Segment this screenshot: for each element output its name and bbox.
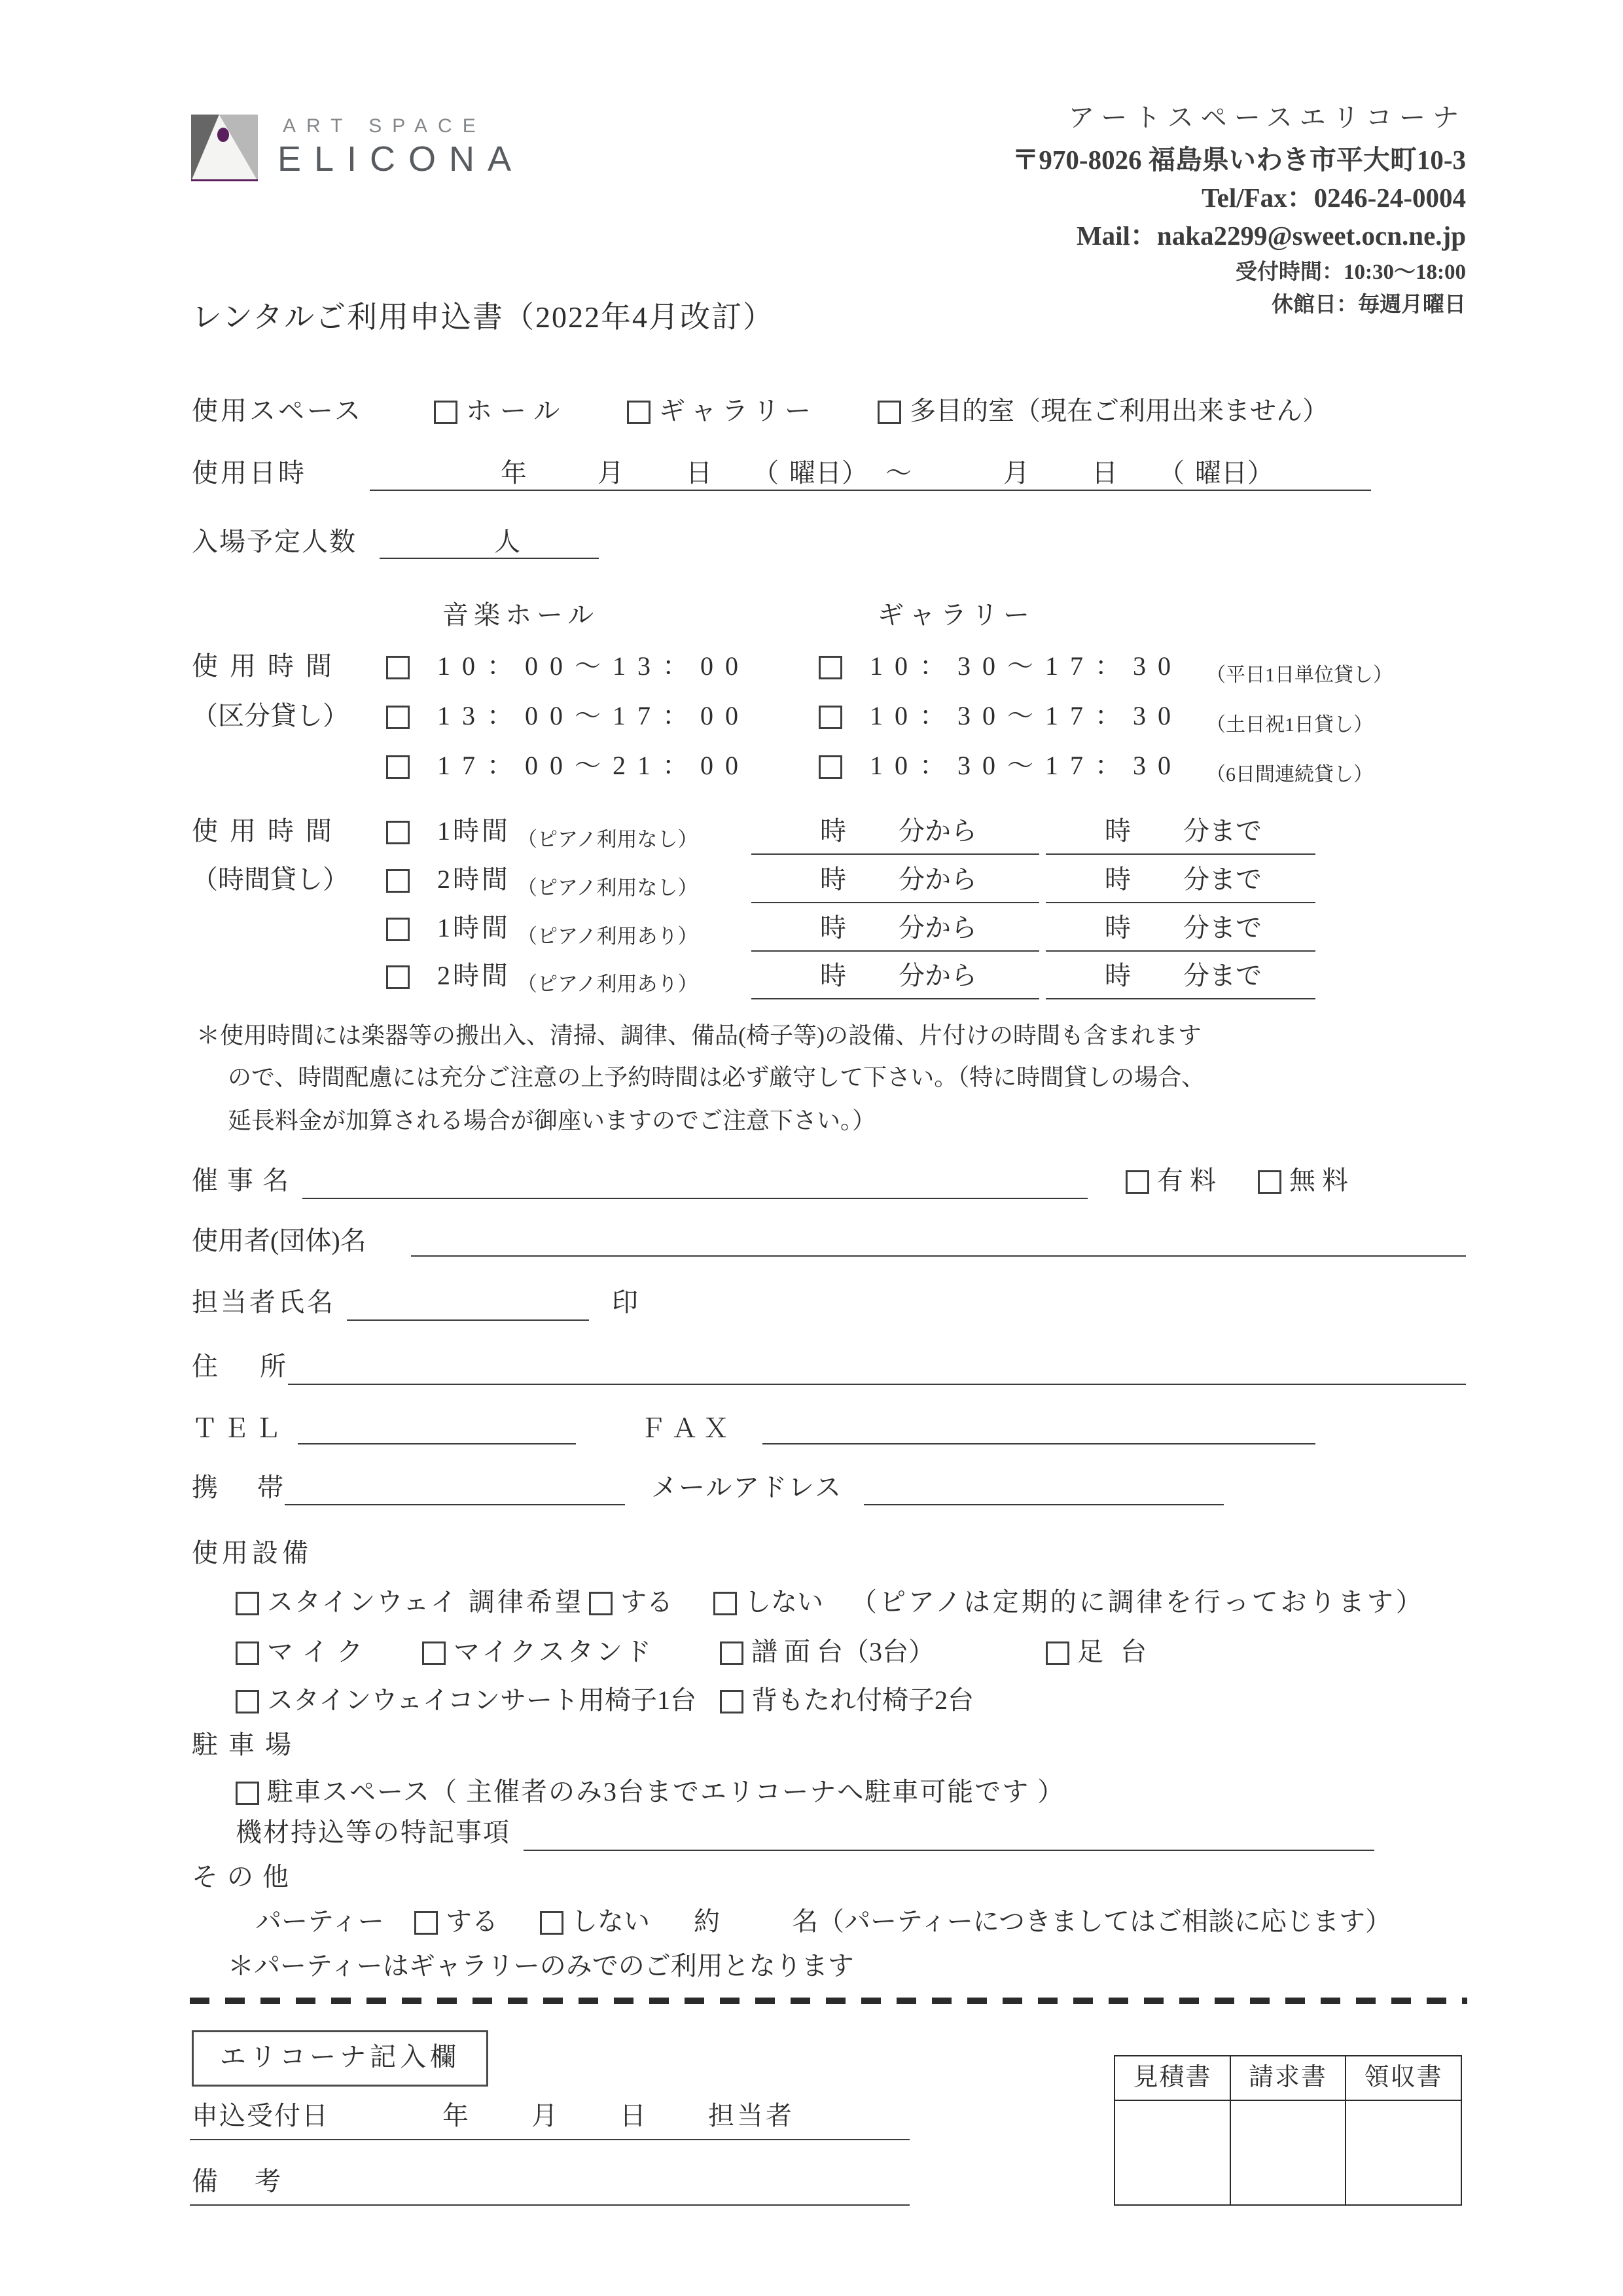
hourly-paren-4: （ピアノ利用あり） <box>517 973 698 996</box>
tuning-note: （ピアノは定期的に調律を行っております） <box>851 1587 1425 1617</box>
checkbox-hall-slot-2[interactable] <box>386 706 410 729</box>
hourly-paren-1: （ピアノ利用なし） <box>517 828 698 851</box>
option-gallery: ギャラリー <box>659 396 816 425</box>
equipment-label: 使用設備 <box>192 1538 312 1568</box>
manager-fill-line[interactable] <box>347 1319 589 1321</box>
hourly-to-3: 時 分まで <box>1105 913 1262 942</box>
special-notes-label: 機材持込等の特記事項 <box>236 1818 510 1847</box>
hourly-from-4: 時 分から <box>820 961 977 990</box>
mail-label: メールアドレス <box>651 1473 842 1502</box>
party-note: ＊パーティーはギャラリーのみでのご利用となります <box>228 1951 854 1981</box>
checkbox-party-no[interactable] <box>540 1911 563 1935</box>
hall-slot-3: 17：00～21：00 <box>437 751 750 780</box>
steinway-label: スタインウェイ <box>267 1587 458 1617</box>
tel-fill-line[interactable] <box>298 1443 576 1444</box>
date-part-weekday2: 曜日） <box>1195 458 1274 488</box>
back-chair-label: 背もたれ付椅子2台 <box>751 1685 974 1715</box>
tel-label: ＴＥＬ <box>192 1414 286 1443</box>
concert-chair-label: スタインウェイコンサート用椅子1台 <box>267 1685 696 1715</box>
mic-stand-label: マイクスタンド <box>454 1637 654 1666</box>
hall-slot-2: 13：00～17：00 <box>437 701 750 730</box>
office-use-box: エリコーナ記入欄 <box>192 2030 488 2087</box>
usage-time-label: 使用時間 <box>192 651 344 681</box>
form-title: レンタルご利用申込書（2022年4月改訂） <box>192 300 775 334</box>
user-label: 使用者(団体)名 <box>192 1226 366 1255</box>
hall-slot-1: 10：00～13：00 <box>437 651 750 681</box>
equipment-row-3 <box>0 1682 1623 1719</box>
user-row <box>0 1223 1623 1259</box>
hourly-label: 使用時間 <box>192 816 344 846</box>
contact-block <box>654 102 1466 319</box>
slot-row-3 <box>0 747 1623 784</box>
hourly-from-2: 時 分から <box>820 865 977 894</box>
apply-year-label: 年 <box>442 2101 469 2130</box>
hourly-to-1: 時 分まで <box>1105 816 1262 846</box>
gallery-slot-1: 10：30～17：30 <box>870 651 1183 681</box>
event-fill-line[interactable] <box>302 1198 1088 1199</box>
checkbox-hall-slot-3[interactable] <box>386 755 410 779</box>
checkbox-hourly-1[interactable] <box>386 821 410 844</box>
usage-space-label: 使用スペース <box>192 396 363 425</box>
hourly-main-1: 1時間 <box>437 816 510 846</box>
org-closed: 休館日：毎週月曜日 <box>1272 293 1466 317</box>
column-headers-row <box>0 597 1623 634</box>
option-multipurpose: 多目的室（現在ご利用出来ません） <box>910 396 1329 425</box>
checkbox-footstool[interactable] <box>1046 1641 1069 1665</box>
column-header-hall: 音楽ホール <box>442 600 599 630</box>
hourly-to-line-4[interactable] <box>1046 998 1315 999</box>
slot-row-2 <box>0 698 1623 734</box>
hourly-from-1: 時 分から <box>820 816 977 846</box>
logo-dot-icon <box>217 128 229 142</box>
checkbox-hall-slot-1[interactable] <box>386 656 410 679</box>
seal-label: 印 <box>612 1287 638 1317</box>
party-no-label: しない <box>571 1907 650 1936</box>
equipment-section <box>0 1535 1623 1571</box>
hourly-to-4: 時 分まで <box>1105 961 1262 990</box>
checkbox-tuning-no[interactable] <box>713 1592 737 1615</box>
usage-space-row <box>0 393 1623 429</box>
hourly-from-line-4[interactable] <box>751 998 1039 999</box>
hourly-from-line-3[interactable] <box>751 950 1039 952</box>
checkbox-back-chair[interactable] <box>720 1690 743 1713</box>
column-header-gallery: ギャラリー <box>878 600 1035 630</box>
manager-row <box>0 1284 1623 1321</box>
logo-triangle-icon <box>191 115 258 181</box>
hourly-to-line-2[interactable] <box>1046 902 1315 903</box>
address-row <box>0 1348 1623 1385</box>
hourly-to-line-3[interactable] <box>1046 950 1315 952</box>
visitors-row <box>0 524 1623 560</box>
party-yes-label: する <box>446 1907 498 1936</box>
checkbox-mic[interactable] <box>236 1641 259 1665</box>
parking-row <box>0 1774 1623 1810</box>
gallery-slot-2: 10：30～17：30 <box>870 701 1183 730</box>
parking-item-label: 駐車スペース（ 主催者のみ3台までエリコーナへ駐車可能です ） <box>267 1777 1065 1806</box>
tuning-label: 調律希望 <box>469 1587 584 1617</box>
date-part-paren2: （ <box>1158 458 1185 488</box>
checkbox-party-yes[interactable] <box>414 1911 438 1935</box>
address-label: 住 所 <box>192 1352 294 1381</box>
gallery-slot-3: 10：30～17：30 <box>870 751 1183 780</box>
hourly-row-1 <box>0 813 1623 850</box>
org-address: 〒970-8026 福島県いわき市平大町10-3 <box>1012 145 1466 175</box>
logo-elicona: ELICONA <box>277 139 525 179</box>
footstool-label: 足 台 <box>1077 1637 1152 1666</box>
date-part-day: 日 <box>686 458 712 488</box>
checkbox-gallery-slot-1[interactable] <box>819 656 842 679</box>
checkbox-tuning-yes[interactable] <box>589 1592 613 1615</box>
doc-header-invoice: 請求書 <box>1230 2056 1346 2100</box>
org-name: アートスペースエリコーナ <box>1068 103 1466 132</box>
kubun-label: （区分貸し） <box>192 701 349 730</box>
date-part-weekday: 曜日） <box>789 458 868 488</box>
checkbox-gallery-slot-2[interactable] <box>819 706 842 729</box>
date-part-tilde: ～ <box>885 458 912 488</box>
equipment-row-2 <box>0 1634 1623 1670</box>
event-label: 催事名 <box>192 1166 298 1195</box>
party-approx-label: 約 <box>694 1907 720 1936</box>
usage-date-label: 使用日時 <box>192 458 307 488</box>
hourly-to-line-1[interactable] <box>1046 853 1315 855</box>
visitors-unit: 人 <box>494 527 520 556</box>
fax-label: ＦＡＸ <box>640 1414 734 1443</box>
event-row <box>0 1162 1623 1199</box>
hourly-row-4 <box>0 958 1623 994</box>
special-notes-fill-line[interactable] <box>524 1850 1374 1851</box>
hourly-from-line-1[interactable] <box>751 853 1039 855</box>
docs-table-header <box>1115 2056 1461 2101</box>
checkbox-mic-stand[interactable] <box>422 1641 446 1665</box>
visitors-label: 入場予定人数 <box>192 527 357 556</box>
caution-line-2: ので、時間配慮には充分ご注意の上予約時間は必ず厳守して下さい。（特に時間貸しの場合、 <box>228 1064 1205 1090</box>
user-fill-line[interactable] <box>411 1255 1466 1257</box>
hourly-main-2: 2時間 <box>437 865 510 894</box>
manager-label: 担当者氏名 <box>192 1287 336 1317</box>
doc-header-receipt: 領収書 <box>1345 2056 1461 2100</box>
music-stand-label: 譜 面 台（3台） <box>751 1637 935 1666</box>
slot-row-1 <box>0 648 1623 685</box>
parking-label: 駐車場 <box>192 1730 302 1759</box>
hourly-row-3 <box>0 910 1623 946</box>
date-part-month: 月 <box>597 458 624 488</box>
date-part-year: 年 <box>501 458 527 488</box>
remarks-fill-line[interactable] <box>190 2204 910 2206</box>
date-fill-line[interactable] <box>370 490 1371 491</box>
hourly-row-2 <box>0 861 1623 898</box>
parking-section <box>0 1727 1623 1763</box>
checkbox-concert-chair[interactable] <box>236 1690 259 1713</box>
date-part-day2: 日 <box>1092 458 1118 488</box>
address-fill-line[interactable] <box>288 1384 1466 1385</box>
checkbox-paid[interactable] <box>1126 1170 1149 1194</box>
apply-fill-line[interactable] <box>190 2139 910 2140</box>
hourly-main-3: 1時間 <box>437 913 510 942</box>
free-label: 無 料 <box>1289 1166 1348 1195</box>
other-label: その他 <box>192 1862 298 1892</box>
logo-underline <box>191 179 258 181</box>
date-part-paren: （ <box>753 458 779 488</box>
org-hours: 受付時間：10:30～18:00 <box>1236 260 1466 284</box>
party-count-label: 名（パーティーにつきましてはご相談に応じます） <box>792 1907 1391 1936</box>
hourly-paren-3: （ピアノ利用あり） <box>517 925 698 948</box>
checkbox-multipurpose[interactable] <box>878 401 901 424</box>
logo-mark <box>191 115 258 181</box>
checkbox-hourly-2[interactable] <box>386 869 410 893</box>
org-telfax: Tel/Fax：0246-24-0004 <box>1202 183 1466 213</box>
tel-fax-row <box>0 1410 1623 1447</box>
checkbox-parking[interactable] <box>236 1782 259 1805</box>
remarks-row <box>0 2163 1623 2200</box>
special-notes-row <box>0 1814 1623 1851</box>
apply-month-label: 月 <box>531 2101 558 2130</box>
checkbox-gallery-slot-3[interactable] <box>819 755 842 779</box>
slot-note-3: （6日間連続貸し） <box>1206 764 1373 785</box>
equipment-row-1 <box>0 1584 1623 1621</box>
hourly-main-4: 2時間 <box>437 961 510 990</box>
mobile-fill-line[interactable] <box>285 1504 625 1505</box>
apply-date-label: 申込受付日 <box>192 2101 329 2130</box>
option-hall: ホール <box>466 396 568 425</box>
usage-date-row <box>0 455 1623 492</box>
logo-art-space: ART SPACE <box>283 115 486 137</box>
paid-label: 有 料 <box>1157 1166 1216 1195</box>
caution-line-3: 延長料金が加算される場合が御座いますのでご注意下さい。） <box>228 1107 876 1134</box>
visitors-fill-line[interactable] <box>380 558 599 559</box>
apply-staff-label: 担当者 <box>708 2101 794 2130</box>
remarks-label: 備 考 <box>192 2166 286 2196</box>
slot-note-1: （平日1日単位貸し） <box>1206 664 1393 686</box>
hourly-sublabel: （時間貸し） <box>192 865 349 894</box>
tuning-no-label: しない <box>745 1587 823 1617</box>
hourly-to-2: 時 分まで <box>1105 865 1262 894</box>
checkbox-gallery[interactable] <box>627 401 651 424</box>
date-part-month2: 月 <box>1003 458 1029 488</box>
org-mail: Mail：naka2299@sweet.ocn.ne.jp <box>1076 221 1466 251</box>
doc-header-estimate: 見積書 <box>1133 2064 1212 2091</box>
hourly-from-line-2[interactable] <box>751 902 1039 903</box>
checkbox-hall[interactable] <box>434 401 457 424</box>
checkbox-free[interactable] <box>1258 1170 1281 1194</box>
party-row <box>0 1903 1623 1940</box>
party-label: パーティー <box>255 1907 384 1936</box>
checkbox-music-stand[interactable] <box>720 1641 743 1665</box>
apply-date-row <box>0 2098 1623 2134</box>
hourly-from-3: 時 分から <box>820 913 977 942</box>
other-section <box>0 1859 1623 1895</box>
mobile-mail-row <box>0 1469 1623 1506</box>
mic-label: マイク <box>267 1637 372 1666</box>
checkbox-hourly-3[interactable] <box>386 918 410 941</box>
fax-fill-line[interactable] <box>762 1443 1315 1444</box>
apply-day-label: 日 <box>620 2101 646 2130</box>
tuning-yes-label: する <box>620 1587 673 1617</box>
cut-divider <box>190 1998 1467 2004</box>
checkbox-hourly-4[interactable] <box>386 965 410 989</box>
mobile-label: 携 帯 <box>192 1473 290 1502</box>
checkbox-steinway[interactable] <box>236 1592 259 1615</box>
mail-fill-line[interactable] <box>864 1504 1224 1505</box>
hourly-paren-2: （ピアノ利用なし） <box>517 876 698 899</box>
caution-line-1: ＊使用時間には楽器等の搬出入、清掃、調律、備品(椅子等)の設備、片付けの時間も含まれます <box>196 1022 1202 1049</box>
slot-note-2: （土日祝1日貸し） <box>1206 714 1373 736</box>
